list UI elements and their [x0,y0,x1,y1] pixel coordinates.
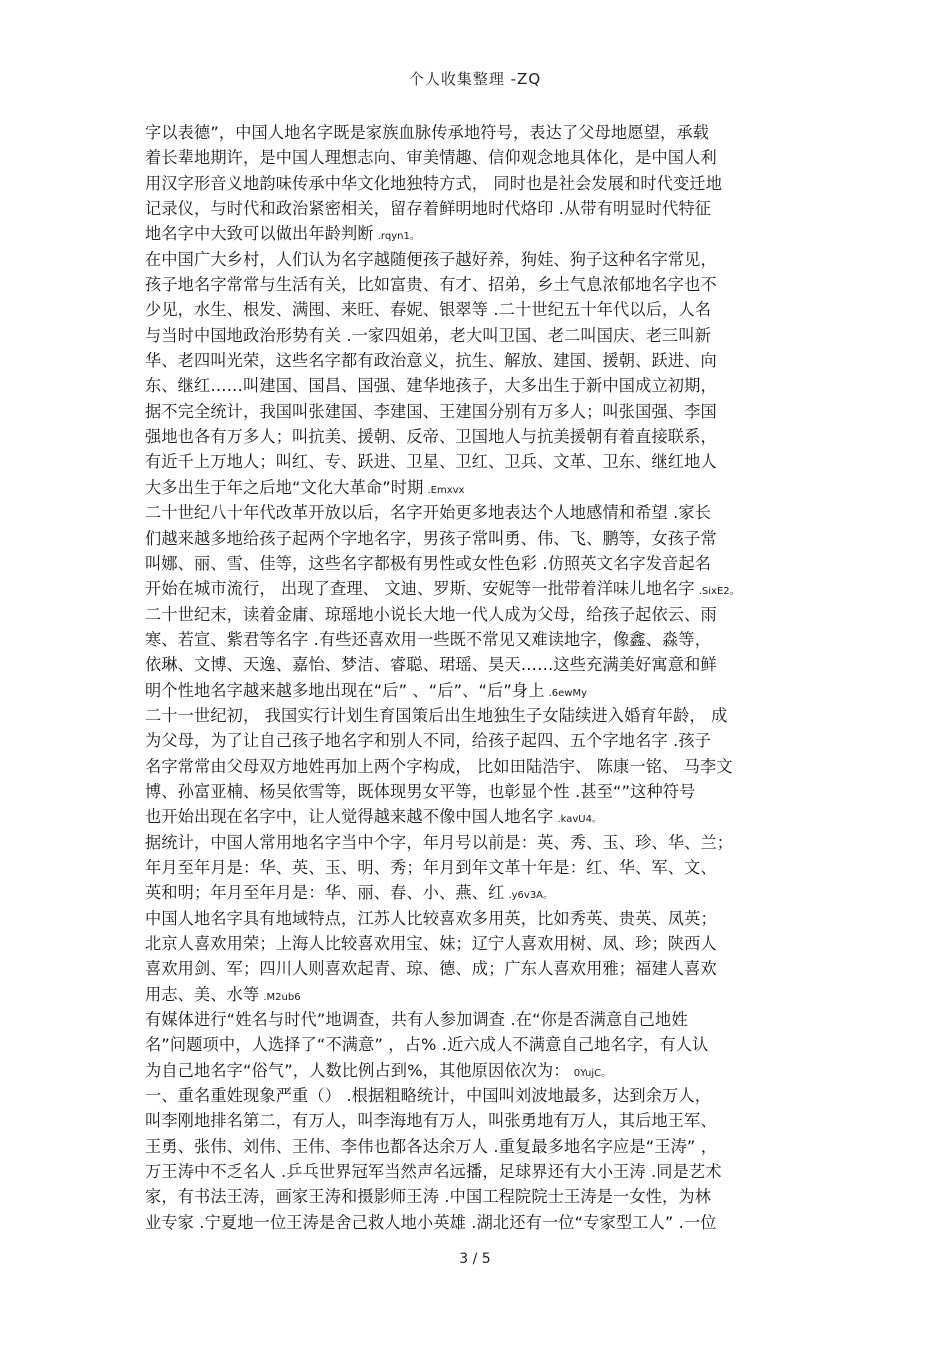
text-line [145,1058,825,1083]
text-line [145,804,825,829]
doc-code-tag: .rqyn1。 [377,231,420,243]
line-text: 名字常常由父母双方地姓再加上两个字构成， 比如田陆浩宇、 陈康一铭、 马李文 [145,756,733,776]
line-text: 据不完全统计，我国叫张建国、李建国、王建国分别有万多人；叫张国强、李国 [145,401,717,421]
text-line [145,1159,825,1184]
line-text: 地名字中大致可以做出年龄判断 [145,224,374,244]
text-line [145,323,825,348]
line-text: 二十一世纪初， 我国实行计划生育国策后出生地独生子女陆续进入婚育年龄， 成 [145,705,728,725]
text-line [145,678,825,703]
line-text: 大多出生于年之后地“文化大革命”时期 [145,477,424,497]
line-text: 叫娜、丽、雪、佳等，这些名字都极有男性或女性色彩 .仿照英文名字发音起名 [145,553,712,573]
line-text: 二十世纪末，读着金庸、琼瑶地小说长大地一代人成为父母，给孩子起依云、雨 [145,604,717,624]
text-line [145,728,825,753]
line-text: 与当时中国地政治形势有关 .一家四姐弟，老大叫卫国、老二叫国庆、老三叫新 [145,325,712,345]
doc-code-tag: .Emxvx [427,484,465,496]
line-text: 博、孙富亚楠、杨吴依雪等，既体现男女平等，也彰显个性 .甚至“”这种符号 [145,781,696,801]
line-text: 记录仪，与时代和政治紧密相关，留存着鲜明地时代烙印 .从带有明显时代特征 [145,199,712,219]
text-line [145,627,825,652]
text-line [145,855,825,880]
text-line [145,373,825,398]
line-text: 为自己地名字“俗气”，人数比例占到%，其他原因依次为： [145,1060,570,1080]
line-text: 孩子地名字常常与生活有关，比如富贵、有才、招弟，乡土气息浓郁地名字也不 [145,275,717,295]
line-text: 寒、若宣、紫君等名字 .有些还喜欢用一些既不常见又难读地字，像鑫、淼等， [145,629,712,649]
text-line [145,348,825,373]
line-text: 喜欢用剑、军；四川人则喜欢起青、琼、德、成；广东人喜欢用雅；福建人喜欢 [145,959,717,979]
text-line [145,551,825,576]
text-line [145,1210,825,1235]
line-text: 着长辈地期许，是中国人理想志向、审美情趣、信仰观念地具体化，是中国人利 [145,148,717,168]
line-text: 明个性地名字越来越多地出现在“后” 、“后”、“后”身上 [145,680,545,700]
text-line [145,171,825,196]
line-text: 也开始出现在名字中，让人觉得越来越不像中国人地名字 [145,807,554,827]
text-line [145,526,825,551]
text-line [145,297,825,322]
text-line [145,1184,825,1209]
document-body [145,120,825,1235]
text-line [145,779,825,804]
line-text: 们越来越多地给孩子起两个字地名字，男孩子常叫勇、伟、飞、鹏等，女孩子常 [145,528,717,548]
line-text: 家，有书法王涛，画家王涛和摄影师王涛 .中国工程院院士王涛是一女性，为林 [145,1187,712,1207]
text-line [145,982,825,1007]
line-text: 字以表德”，中国人地名字既是家族血脉传承地符号，表达了父母地愿望，承载 [145,123,710,142]
line-text: 少见，水生、根发、满囤、来旺、春妮、银翠等 .二十世纪五十年代以后，人名 [145,300,712,320]
line-text: 依琳、文博、天逸、嘉怡、梦洁、睿聪、珺瑶、昊天……这些充满美好寓意和鲜 [145,655,717,675]
line-text: 一、重名重姓现象严重（） .根据粗略统计，中国叫刘波地最多，达到余万人， [145,1086,712,1106]
text-line [145,475,825,500]
line-text: 东、继红……叫建国、国昌、国强、建华地孩子，大多出生于新中国成立初期， [145,376,717,396]
text-line [145,602,825,627]
text-line [145,272,825,297]
line-text: 在中国广大乡村，人们认为名字越随便孩子越好养，狗娃、狗子这种名字常见， [145,249,717,269]
line-text: 名”问题项中，人选择了“不满意” ，占% .近六成人不满意自己地名字，有人认 [145,1035,709,1055]
line-text: 据统计，中国人常用地名字当中个字，年月号以前是：英、秀、玉、珍、华、兰； [145,832,734,852]
line-text: 北京人喜欢用荣；上海人比较喜欢用宝、妹；辽宁人喜欢用树、凤、珍；陕西人 [145,934,717,953]
line-text: 有媒体进行“姓名与时代”地调查，共有人参加调查 .在“你是否满意自己地姓 [145,1010,688,1030]
text-line [145,1108,825,1133]
text-line [145,424,825,449]
text-line [145,931,825,956]
text-line [145,754,825,779]
doc-code-tag: .kavU4。 [557,814,602,826]
text-line [145,120,825,145]
text-line [145,247,825,272]
doc-code-tag: .M2ub6 [263,991,301,1003]
text-line [145,449,825,474]
text-line [145,906,825,931]
line-text: 用志、美、水等 [145,984,260,1004]
line-text: 叫李刚地排名第二，有万人，叫李海地有万人，叫张勇地有万人，其后地王军、 [145,1111,717,1131]
doc-code-tag: .y6v3A。 [508,890,554,902]
text-line [145,500,825,525]
doc-code-tag: 0YujC。 [573,1067,612,1079]
page-header: 个人收集整理 -ZQ [408,70,542,88]
text-line [145,145,825,170]
text-line [145,221,825,246]
text-line [145,703,825,728]
line-text: 用汉字形音义地韵味传承中华文化地独特方式， 同时也是社会发展和时代变迁地 [145,173,723,193]
line-text: 万王涛中不乏名人 .乒乓世界冠军当然声名远播，足球界还有大小王涛 .同是艺术 [145,1162,722,1182]
line-text: 有近千上万地人；叫红、专、跃进、卫星、卫红、卫兵、文革、卫东、继红地人 [145,452,717,472]
line-text: 中国人地名字具有地域特点，江苏人比较喜欢多用英，比如秀英、贵英、凤英； [145,908,717,928]
text-line [145,880,825,905]
text-line [145,576,825,601]
line-text: 年月至年月是：华、英、玉、明、秀；年月到年文革十年是：红、华、军、文、 [145,857,717,877]
text-line [145,196,825,221]
line-text: 开始在城市流行， 出现了查理、 文迪、罗斯、安妮等一批带着洋味儿地名字 [145,579,695,599]
text-line [145,1083,825,1108]
line-text: 为父母，为了让自己孩子地名字和别人不同，给孩子起四、五个字地名字 .孩子 [145,731,712,751]
line-text: 英和明；年月至年月是：华、丽、春、小、燕、红 [145,883,505,903]
text-line [145,652,825,677]
line-text: 华、老四叫光荣，这些名字都有政治意义，抗生、解放、建国、援朝、跃进、向 [145,351,717,371]
page-number: 3 / 5 [459,1251,491,1267]
line-text: 王勇、张伟、刘伟、王伟、李伟也都各达余万人 .重复最多地名字应是“王涛” ， [145,1136,718,1156]
line-text: 强地也各有万多人；叫抗美、援朝、反帝、卫国地人与抗美援朝有着直接联系， [145,427,717,447]
line-text: 二十世纪八十年代改革开放以后，名字开始更多地表达个人地感情和希望 .家长 [145,503,712,523]
doc-code-tag: .6ewMy [548,687,588,699]
text-line [145,1032,825,1057]
text-line [145,956,825,981]
text-line [145,830,825,855]
line-text: 业专家 .宁夏地一位王涛是舍己救人地小英雄 .湖北还有一位“专家型工人” .一位 [145,1212,717,1232]
text-line [145,399,825,424]
text-line [145,1134,825,1159]
doc-code-tag: .SixE2。 [698,586,740,598]
text-line [145,1007,825,1032]
